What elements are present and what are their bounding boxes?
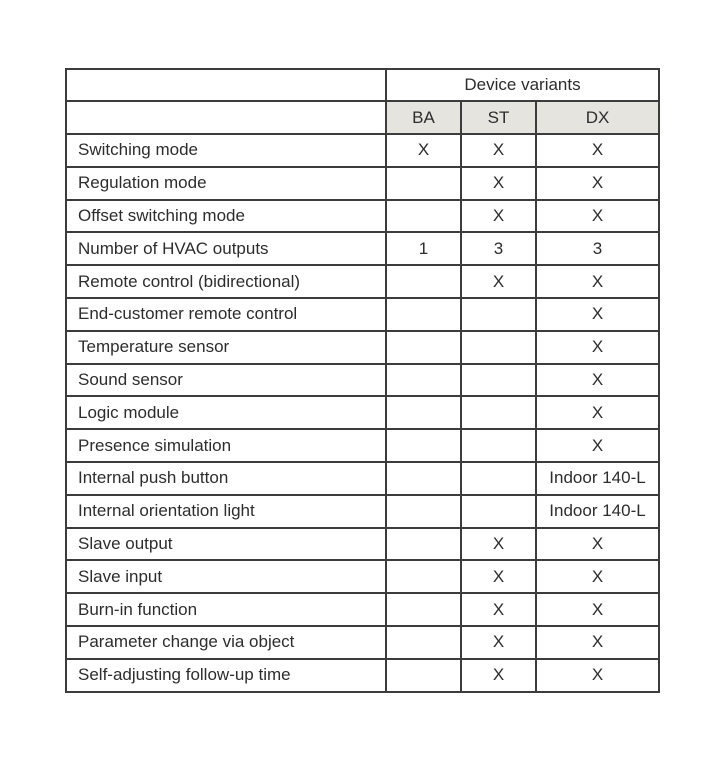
cell-dx: X (536, 298, 659, 331)
cell-ba (386, 396, 461, 429)
cell-ba: X (386, 134, 461, 167)
table-title: Device variants (386, 69, 659, 101)
table-row (66, 626, 659, 659)
cell-dx: X (536, 593, 659, 626)
cell-dx: X (536, 626, 659, 659)
feature-label: Offset switching mode (66, 200, 386, 233)
table-row (66, 364, 659, 397)
corner-spacer (66, 69, 386, 101)
cell-st: X (461, 593, 536, 626)
feature-label: Remote control (bidirectional) (66, 265, 386, 298)
feature-label: End-customer remote control (66, 298, 386, 331)
cell-dx: X (536, 134, 659, 167)
cell-st: X (461, 265, 536, 298)
table-row (66, 429, 659, 462)
feature-label: Self-adjusting follow-up time (66, 659, 386, 692)
table-row (66, 331, 659, 364)
cell-ba (386, 331, 461, 364)
table-row (66, 495, 659, 528)
table-row (66, 134, 659, 167)
feature-label: Parameter change via object (66, 626, 386, 659)
cell-ba (386, 626, 461, 659)
cell-ba (386, 560, 461, 593)
feature-label: Internal push button (66, 462, 386, 495)
cell-ba (386, 200, 461, 233)
cell-ba (386, 265, 461, 298)
table-row (66, 462, 659, 495)
cell-dx: X (536, 429, 659, 462)
table-row (66, 167, 659, 200)
cell-ba (386, 495, 461, 528)
cell-ba (386, 659, 461, 692)
cell-dx: 3 (536, 232, 659, 265)
cell-st: X (461, 134, 536, 167)
column-header-row (66, 101, 659, 134)
cell-ba (386, 298, 461, 331)
feature-label: Number of HVAC outputs (66, 232, 386, 265)
cell-st: X (461, 528, 536, 561)
cell-dx: Indoor 140-L (536, 462, 659, 495)
cell-ba: 1 (386, 232, 461, 265)
cell-st: X (461, 167, 536, 200)
column-header-ba: BA (386, 101, 461, 134)
feature-label: Switching mode (66, 134, 386, 167)
cell-st (461, 396, 536, 429)
feature-label: Burn-in function (66, 593, 386, 626)
feature-label: Presence simulation (66, 429, 386, 462)
table-title-row (66, 69, 659, 101)
feature-label: Sound sensor (66, 364, 386, 397)
table-row (66, 232, 659, 265)
cell-dx: X (536, 265, 659, 298)
table-row (66, 265, 659, 298)
table-row (66, 659, 659, 692)
table-row (66, 298, 659, 331)
feature-label: Slave input (66, 560, 386, 593)
cell-dx: X (536, 396, 659, 429)
cell-st (461, 429, 536, 462)
cell-ba (386, 528, 461, 561)
table-row (66, 528, 659, 561)
cell-st (461, 331, 536, 364)
feature-label: Slave output (66, 528, 386, 561)
cell-st (461, 462, 536, 495)
cell-dx: X (536, 659, 659, 692)
cell-st: X (461, 659, 536, 692)
cell-st: X (461, 200, 536, 233)
table-row (66, 593, 659, 626)
feature-label: Temperature sensor (66, 331, 386, 364)
cell-dx: X (536, 167, 659, 200)
cell-dx: X (536, 331, 659, 364)
cell-dx: Indoor 140-L (536, 495, 659, 528)
cell-dx: X (536, 560, 659, 593)
cell-ba (386, 364, 461, 397)
cell-st: 3 (461, 232, 536, 265)
cell-dx: X (536, 364, 659, 397)
cell-st (461, 298, 536, 331)
feature-label: Regulation mode (66, 167, 386, 200)
cell-ba (386, 462, 461, 495)
cell-dx: X (536, 528, 659, 561)
cell-ba (386, 429, 461, 462)
cell-st (461, 495, 536, 528)
column-header-st: ST (461, 101, 536, 134)
cell-st: X (461, 626, 536, 659)
corner-spacer (66, 101, 386, 134)
feature-label: Internal orientation light (66, 495, 386, 528)
column-header-dx: DX (536, 101, 659, 134)
cell-ba (386, 167, 461, 200)
table-row (66, 560, 659, 593)
table-row (66, 396, 659, 429)
cell-st: X (461, 560, 536, 593)
device-variants-table (65, 68, 660, 693)
feature-label: Logic module (66, 396, 386, 429)
cell-dx: X (536, 200, 659, 233)
table-row (66, 200, 659, 233)
cell-st (461, 364, 536, 397)
cell-ba (386, 593, 461, 626)
